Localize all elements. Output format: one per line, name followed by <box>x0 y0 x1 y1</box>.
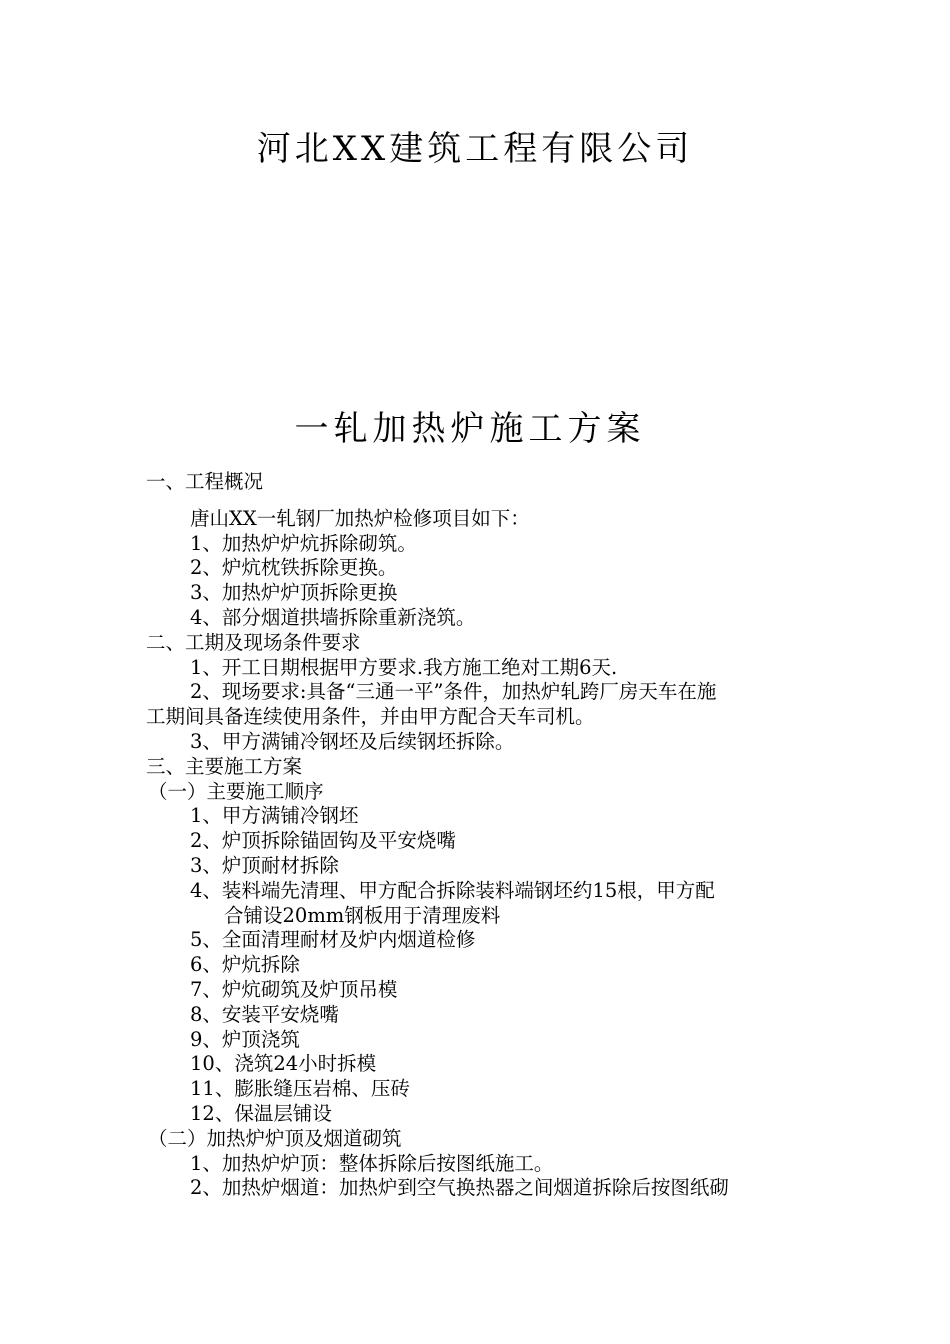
list-item: 5、全面清理耐材及炉内烟道检修 <box>190 928 476 952</box>
section-heading-1: 一、工程概况 <box>146 470 264 493</box>
company-name: 河北XX建筑工程有限公司 <box>256 129 694 169</box>
list-item: 3、炉顶耐材拆除 <box>190 853 339 877</box>
list-item: 12、保温层铺设 <box>190 1101 332 1125</box>
list-item: 2、炉炕枕铁拆除更换。 <box>190 556 398 580</box>
subsection-heading-1: （一）主要施工顺序 <box>148 779 324 803</box>
list-item: 3、加热炉炉顶拆除更换 <box>190 581 398 605</box>
list-item: 1、甲方满铺冷钢坯 <box>190 804 359 828</box>
document-title: 一轧加热炉施工方案 <box>294 409 646 449</box>
list-item-continuation: 工期间具备连续使用条件，并由甲方配合天车司机。 <box>146 705 595 729</box>
list-item: 7、炉炕砌筑及炉顶吊模 <box>190 977 398 1001</box>
list-item: 3、甲方满铺冷钢坯及后续钢坯拆除。 <box>190 729 515 753</box>
list-item: 1、开工日期根据甲方要求.我方施工绝对工期6天. <box>190 655 618 679</box>
list-item: 6、炉炕拆除 <box>190 953 300 977</box>
list-item: 9、炉顶浇筑 <box>190 1027 300 1051</box>
list-item: 4、部分烟道拱墙拆除重新浇筑。 <box>190 605 476 629</box>
list-item: 2、炉顶拆除锚固钩及平安烧嘴 <box>190 829 456 853</box>
section-heading-3: 三、主要施工方案 <box>146 754 303 778</box>
document-body <box>146 470 814 1201</box>
section-1-intro: 唐山XX一轧钢厂加热炉检修项目如下： <box>190 506 530 530</box>
subsection-heading-2: （二）加热炉炉顶及烟道砌筑 <box>148 1126 402 1150</box>
section-heading-2: 二、工期及现场条件要求 <box>146 630 361 654</box>
list-item: 1、加热炉炉炕拆除砌筑。 <box>190 531 417 555</box>
list-item: 2、加热炉烟道：加热炉到空气换热器之间烟道拆除后按图纸砌 <box>190 1176 729 1200</box>
list-item: 1、加热炉炉顶：整体拆除后按图纸施工。 <box>190 1151 554 1175</box>
list-item: 10、浇筑24小时拆模 <box>190 1052 377 1076</box>
list-item: 2、现场要求:具备“三通一平”条件，加热炉轧跨厂房天车在施 <box>190 680 717 704</box>
list-item: 11、膨胀缝压岩棉、压砖 <box>190 1077 410 1101</box>
list-item-continuation: 合铺设20mm钢板用于清理废料 <box>224 903 501 927</box>
list-item: 8、安装平安烧嘴 <box>190 1002 339 1026</box>
list-item: 4、装料端先清理、甲方配合拆除装料端钢坯约15根，甲方配 <box>190 878 715 902</box>
